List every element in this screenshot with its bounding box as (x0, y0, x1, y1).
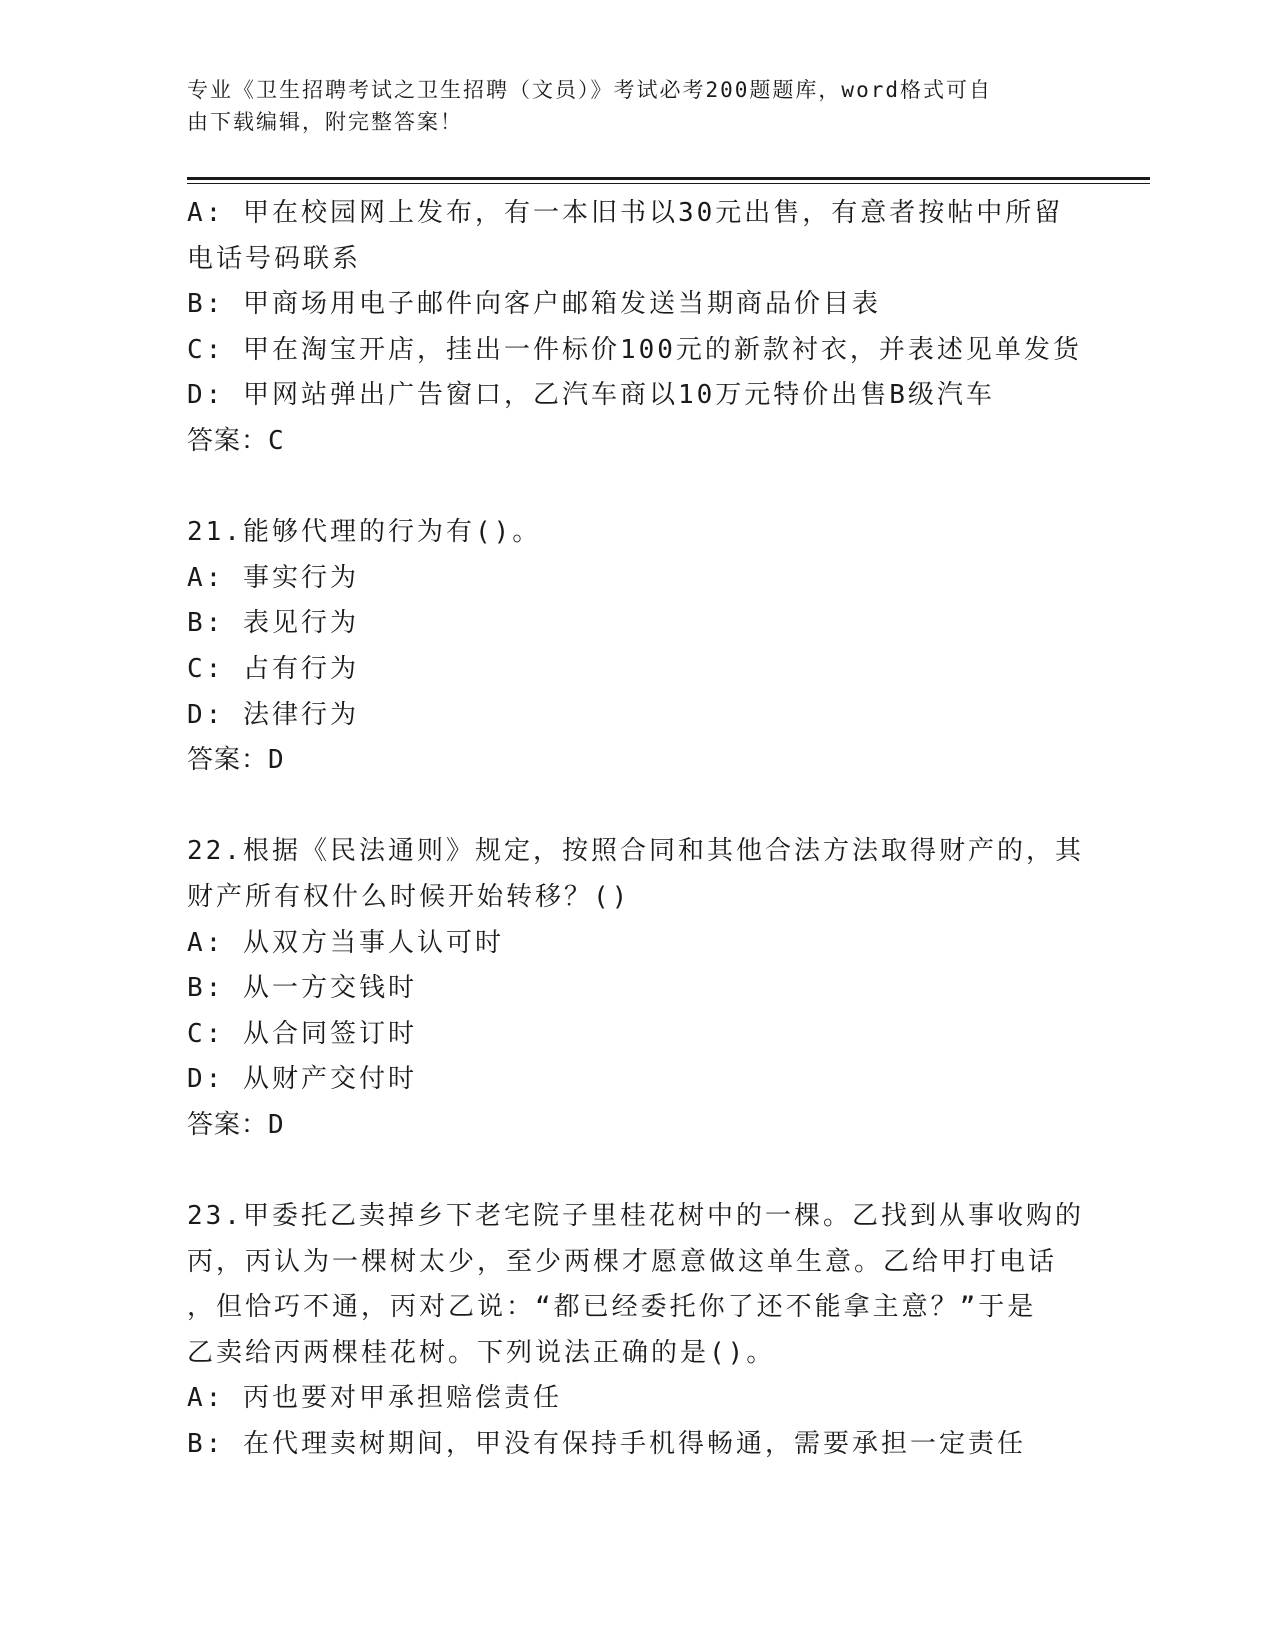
option-a: A: 丙也要对甲承担赔偿责任 (187, 1383, 562, 1414)
question-stem-line-2: 丙，丙认为一棵树太少，至少两棵才愿意做这单生意。乙给甲打电话 (187, 1246, 1058, 1277)
question-20 (187, 191, 1087, 465)
spacer (187, 1148, 1087, 1194)
option-a-continued: 电话号码联系 (187, 243, 362, 274)
question-content (187, 191, 1087, 1468)
question-stem-line-3: ，但恰巧不通，丙对乙说：“都已经委托你了还不能拿主意？”于是 (187, 1292, 1037, 1323)
question-stem-line-4: 乙卖给丙两棵桂花树。下列说法正确的是()。 (187, 1337, 776, 1368)
answer: 答案：C (187, 425, 285, 456)
option-d: D: 从财产交付时 (187, 1064, 417, 1095)
option-a: A: 甲在校园网上发布，有一本旧书以30元出售，有意者按帖中所留 (187, 198, 1064, 228)
document-header (187, 74, 1067, 138)
option-c: C: 甲在淘宝开店，挂出一件标价100元的新款衬衣，并表述见单发货 (187, 334, 1082, 365)
header-divider-thin (187, 183, 1150, 184)
option-a: A: 从双方当事人认可时 (187, 927, 504, 958)
question-stem-line-1: 22.根据《民法通则》规定，按照合同和其他合法方法取得财产的，其 (187, 836, 1084, 867)
question-stem-line-2: 财产所有权什么时候开始转移？() (187, 881, 631, 912)
option-c: C: 从合同签订时 (187, 1018, 417, 1049)
spacer (187, 465, 1087, 511)
spacer (187, 784, 1087, 830)
question-stem-line-1: 23.甲委托乙卖掉乡下老宅院子里桂花树中的一棵。乙找到从事收购的 (187, 1201, 1084, 1232)
header-line-1: 专业《卫生招聘考试之卫生招聘（文员）》考试必考200题题库，word格式可自 (187, 78, 992, 102)
question-stem: 21.能够代理的行为有()。 (187, 517, 542, 548)
option-b: B: 甲商场用电子邮件向客户邮箱发送当期商品价目表 (187, 289, 881, 320)
answer: 答案：D (187, 745, 285, 776)
option-c: C: 占有行为 (187, 653, 359, 684)
option-b: B: 表见行为 (187, 608, 359, 639)
option-d: D: 甲网站弹出广告窗口，乙汽车商以10万元特价出售B级汽车 (187, 380, 995, 411)
question-23 (187, 1194, 1087, 1468)
header-divider-thick (187, 177, 1150, 180)
option-b: B: 在代理卖树期间，甲没有保持手机得畅通，需要承担一定责任 (187, 1429, 1026, 1460)
option-b: B: 从一方交钱时 (187, 973, 417, 1004)
question-22 (187, 829, 1087, 1148)
option-a: A: 事实行为 (187, 562, 359, 593)
answer: 答案：D (187, 1109, 285, 1140)
option-d: D: 法律行为 (187, 699, 359, 730)
question-21 (187, 510, 1087, 784)
header-line-2: 由下载编辑，附完整答案！ (187, 110, 463, 134)
